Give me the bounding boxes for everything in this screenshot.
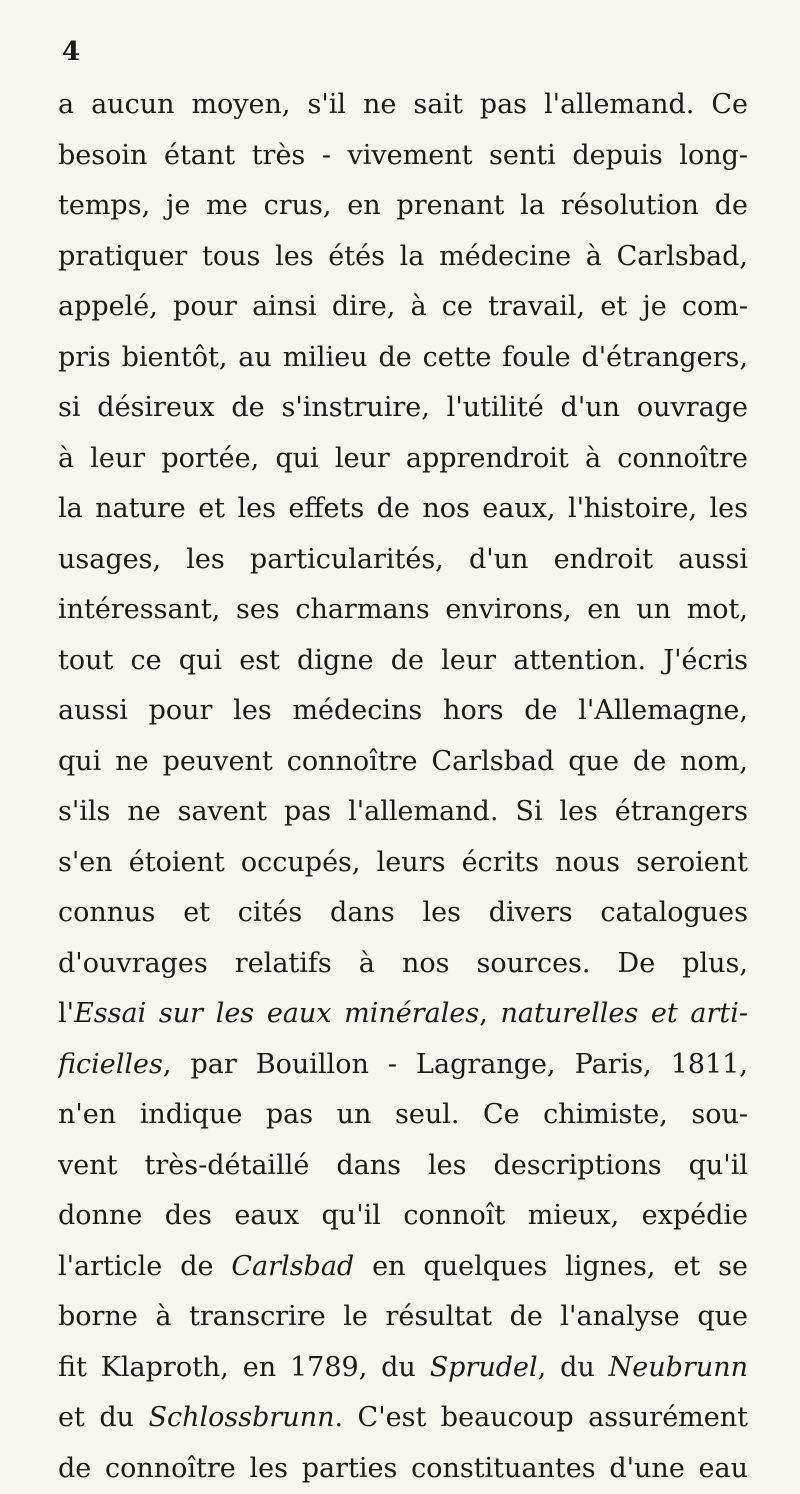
text-line: a aucun moyen, s'il ne sait pas l'allemand. Ce bbox=[58, 80, 748, 131]
text-line: qui ne peuvent connoître Carlsbad que de nom, bbox=[58, 737, 748, 788]
text-line: si désireux de s'instruire, l'utilité d'un ouvrage bbox=[58, 383, 748, 434]
text-line: connus et cités dans les divers catalogues bbox=[58, 888, 748, 939]
text-line: pris bientôt, au milieu de cette foule d'étrangers, bbox=[58, 333, 748, 384]
text-line: n'en indique pas un seul. Ce chimiste, sou- bbox=[58, 1090, 748, 1141]
text-line: intéressant, ses charmans environs, en un mot, bbox=[58, 585, 748, 636]
text-line: besoin étant très - vivement senti depuis long- bbox=[58, 131, 748, 182]
text-line: temps, je me crus, en prenant la résolution de bbox=[58, 181, 748, 232]
text-line: donne des eaux qu'il connoît mieux, expédie bbox=[58, 1191, 748, 1242]
text-line: la nature et les effets de nos eaux, l'histoire, les bbox=[58, 484, 748, 535]
text-line: borne à transcrire le résultat de l'analyse que bbox=[58, 1292, 748, 1343]
text-line: ficielles, par Bouillon - Lagrange, Paris, 1811, bbox=[58, 1040, 748, 1091]
text-line: l'Essai sur les eaux minérales, naturelles et arti- bbox=[58, 989, 748, 1040]
text-line: à leur portée, qui leur apprendroit à connoître bbox=[58, 434, 748, 485]
text-line: usages, les particularités, d'un endroit aussi bbox=[58, 535, 748, 586]
text-line: vent très-détaillé dans les descriptions qu'il bbox=[58, 1141, 748, 1192]
text-line: pratiquer tous les étés la médecine à Carlsbad, bbox=[58, 232, 748, 283]
body-text bbox=[58, 80, 748, 1494]
text-line: et du Schlossbrunn. C'est beaucoup assurément bbox=[58, 1393, 748, 1444]
text-line: d'ouvrages relatifs à nos sources. De plus, bbox=[58, 939, 748, 990]
text-line: de connoître les parties constituantes d'une eau bbox=[58, 1444, 748, 1494]
text-line: fit Klaproth, en 1789, du Sprudel, du Neubrunn bbox=[58, 1343, 748, 1394]
text-line: appelé, pour ainsi dire, à ce travail, et je com- bbox=[58, 282, 748, 333]
page-number: 4 bbox=[62, 32, 80, 72]
text-line: l'article de Carlsbad en quelques lignes, et se bbox=[58, 1242, 748, 1293]
text-line: tout ce qui est digne de leur attention. J'écris bbox=[58, 636, 748, 687]
text-line: s'en étoient occupés, leurs écrits nous seroient bbox=[58, 838, 748, 889]
text-line: s'ils ne savent pas l'allemand. Si les étrangers bbox=[58, 787, 748, 838]
text-line: aussi pour les médecins hors de l'Allemagne, bbox=[58, 686, 748, 737]
